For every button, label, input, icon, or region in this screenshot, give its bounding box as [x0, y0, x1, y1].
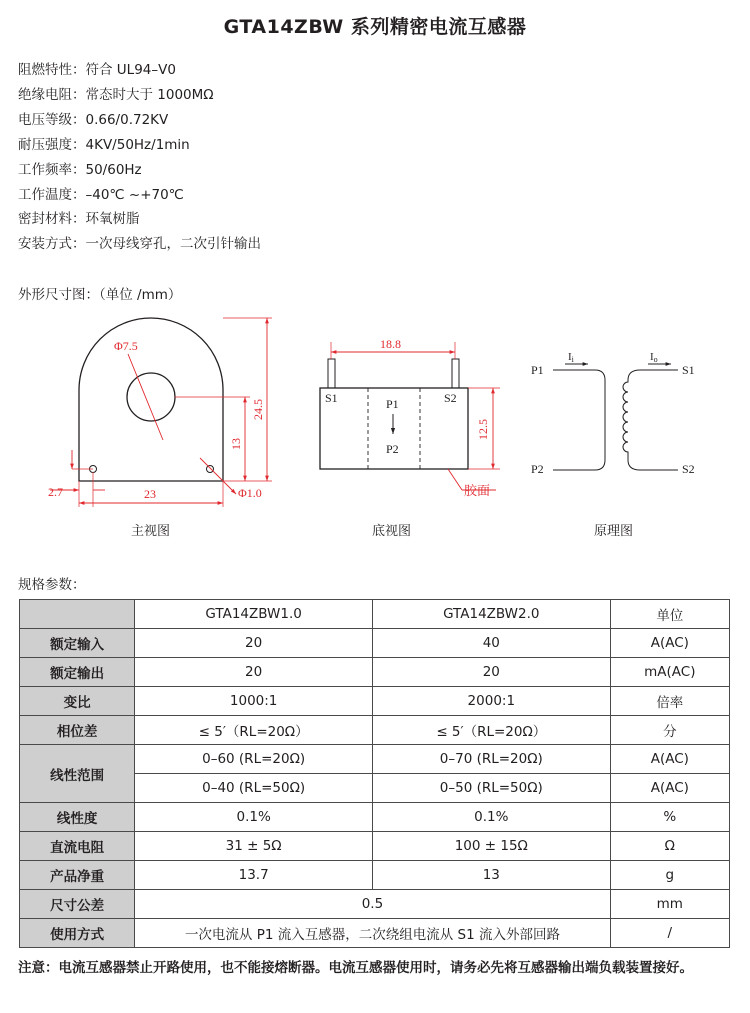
- property-row: 安装方式：一次母线穿孔，二次引针输出: [18, 236, 261, 253]
- header-model1: GTA14ZBW1.0: [135, 600, 373, 629]
- height-label: 24.5: [251, 399, 265, 420]
- center-height-label: 13: [229, 438, 243, 450]
- table-header-row: [20, 600, 730, 629]
- spec-heading: 规格参数：: [18, 577, 86, 593]
- bottom-width-label: 18.8: [380, 337, 401, 351]
- pin-s1: [328, 359, 335, 388]
- table-row: 变比 1000:1 2000:1 倍率: [20, 687, 730, 716]
- dimension-drawings: [0, 310, 750, 550]
- table-row: 产品净重 13.7 13 g: [20, 861, 730, 890]
- pin-offset-label: 2.7: [48, 485, 63, 499]
- bottom-depth-label: 12.5: [476, 419, 490, 440]
- schematic-s1: S1: [682, 363, 695, 377]
- header-model2: GTA14ZBW2.0: [372, 600, 610, 629]
- label-s1: S1: [325, 391, 338, 405]
- property-row: 阻燃特性：符合 UL94–V0: [18, 62, 176, 78]
- secondary-current-label: Io: [650, 351, 658, 364]
- table-row: 使用方式 一次电流从 P1 流入互感器，二次绕组电流从 S1 流入外部回路 /: [20, 919, 730, 948]
- width-label: 23: [144, 487, 156, 501]
- table-row: 相位差 ≤ 5′（RL=20Ω） ≤ 5′（RL=20Ω） 分: [20, 716, 730, 745]
- front-caption: 主视图: [131, 523, 171, 538]
- label-p2: P2: [386, 442, 399, 456]
- schematic-p1: P1: [531, 363, 544, 377]
- property-row: 工作温度：–40℃ ~+70℃: [18, 186, 184, 203]
- dimension-heading: 外形尺寸图：（单位 /mm）: [18, 287, 182, 303]
- page-title: GTA14ZBW 系列精密电流互感器: [223, 16, 527, 38]
- schematic-p2: P2: [531, 462, 544, 476]
- schematic: [531, 351, 695, 538]
- front-outline: [79, 318, 223, 481]
- bottom-caption: 底视图: [372, 523, 412, 538]
- pin-dia-label: Φ1.0: [238, 486, 262, 500]
- pin-hole-right: [207, 466, 214, 473]
- property-row: 电压等级：0.66/0.72KV: [18, 111, 169, 128]
- table-row: 额定输出 20 20 mA(AC): [20, 658, 730, 687]
- property-row: 密封材料：环氧树脂: [18, 211, 140, 228]
- bottom-view: [320, 337, 500, 538]
- table-row: 线性范围 0–60 (RL=20Ω) 0–70 (RL=20Ω) A(AC): [20, 745, 730, 774]
- glue-face-label: 胶面: [464, 483, 491, 498]
- front-view: [48, 318, 272, 538]
- label-s2: S2: [444, 391, 457, 405]
- spec-table: [19, 599, 730, 948]
- property-row: 工作频率：50/60Hz: [18, 161, 142, 178]
- hole-dia-label: Φ7.5: [114, 339, 138, 353]
- primary-hole: [127, 373, 175, 421]
- properties-list: [18, 58, 261, 257]
- schematic-caption: 原理图: [594, 523, 634, 538]
- property-row: 耐压强度：4KV/50Hz/1min: [18, 136, 190, 153]
- table-row: 尺寸公差 0.5 mm: [20, 890, 730, 919]
- table-row: 线性度 0.1% 0.1% %: [20, 803, 730, 832]
- schematic-s2: S2: [682, 462, 695, 476]
- label-p1: P1: [386, 397, 399, 411]
- property-row: 绝缘电阻：常态时大于 1000MΩ: [18, 86, 214, 103]
- table-row: 额定输入 20 40 A(AC): [20, 629, 730, 658]
- table-row: 0–40 (RL=50Ω) 0–50 (RL=50Ω) A(AC): [20, 774, 730, 803]
- pin-s2: [452, 359, 459, 388]
- primary-current-label: Ii: [568, 351, 574, 364]
- header-unit: 单位: [610, 600, 729, 629]
- warning-note: 注意：电流互感器禁止开路使用，也不能接熔断器。电流互感器使用时，请务必先将互感器输出端负载装置接好。: [18, 960, 693, 976]
- table-row: 直流电阻 31 ± 5Ω 100 ± 15Ω Ω: [20, 832, 730, 861]
